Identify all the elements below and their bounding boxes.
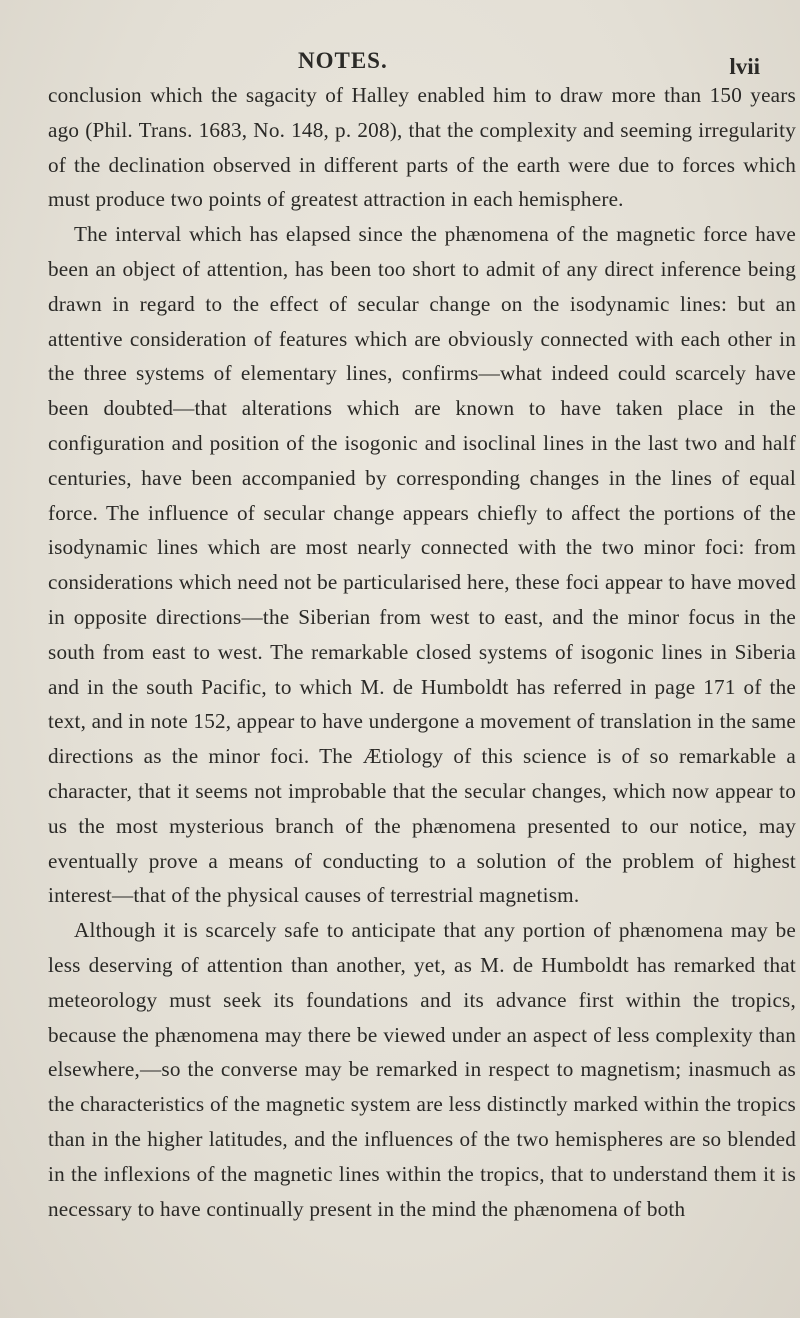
page-number: lvii bbox=[729, 54, 760, 79]
paragraph-secular-change: The interval which has elapsed since the phænomena of the magnetic force have been an object of attention, has been too short to admit of any direct inference being drawn in regard to the effect of secular change on the isodynamic lines: but an attentive consideration of features which are obviously connected with each other in the three systems of elementary lines, confirms—what indeed could scarcely have been doubted—that alterations which are known to have taken place in the configuration and position of the isogonic and isoclinal lines in the last two and half centuries, have been accompanied by corresponding changes in the lines of equal force. The influence of secular change appears chiefly to affect the portions of the isodynamic lines which are most nearly connected with the two minor foci: from considerations which need not be particularised here, these foci appear to have moved in opposite directions—the Siberian from west to east, and the minor focus in the south from east to west. The remarkable closed systems of isogonic lines in Siberia and in the south Pacific, to which M. de Humboldt has referred in page 171 of the text, and in note 152, appear to have undergone a movement of translation in the same directions as the minor foci. The Ætiology of this science is of so remarkable a character, that it seems not improbable that the secular changes, which now appear to us the most mysterious branch of the phænomena presented to our notice, may eventually prove a means of conducting to a solution of the problem of highest interest—that of the physical causes of terrestrial magnetism. bbox=[48, 222, 796, 908]
running-head: NOTES. bbox=[298, 48, 388, 73]
paragraph-tropics: Although it is scarcely safe to anticipate that any portion of phænomena may be less deserving of attention than another, yet, as M. de Humboldt has remarked that meteorology must seek its foundations and its advance first within the tropics, because the phænomena may there be viewed under an aspect of less complexity than elsewhere,—so the converse may be remarked in respect to magnetism; inasmuch as the characteristics of the magnetic system are less distinctly marked within the tropics than in the higher latitudes, and the influences of the two hemispheres are so blended in the inflexions of the magnetic lines within the tropics, that to understand them it is necessary to have continually present in the mind the phænomena of both bbox=[48, 918, 796, 1221]
paragraph-continuation: conclusion which the sagacity of Halley enabled him to draw more than 150 years ago (Phil. Trans. 1683, No. 148, p. 208), that the complexity and seeming irregularity of the declination observed in different parts of the earth were due to forces which must produce two points of greatest attraction in each hemisphere. bbox=[48, 83, 796, 212]
body-text bbox=[48, 78, 796, 1226]
